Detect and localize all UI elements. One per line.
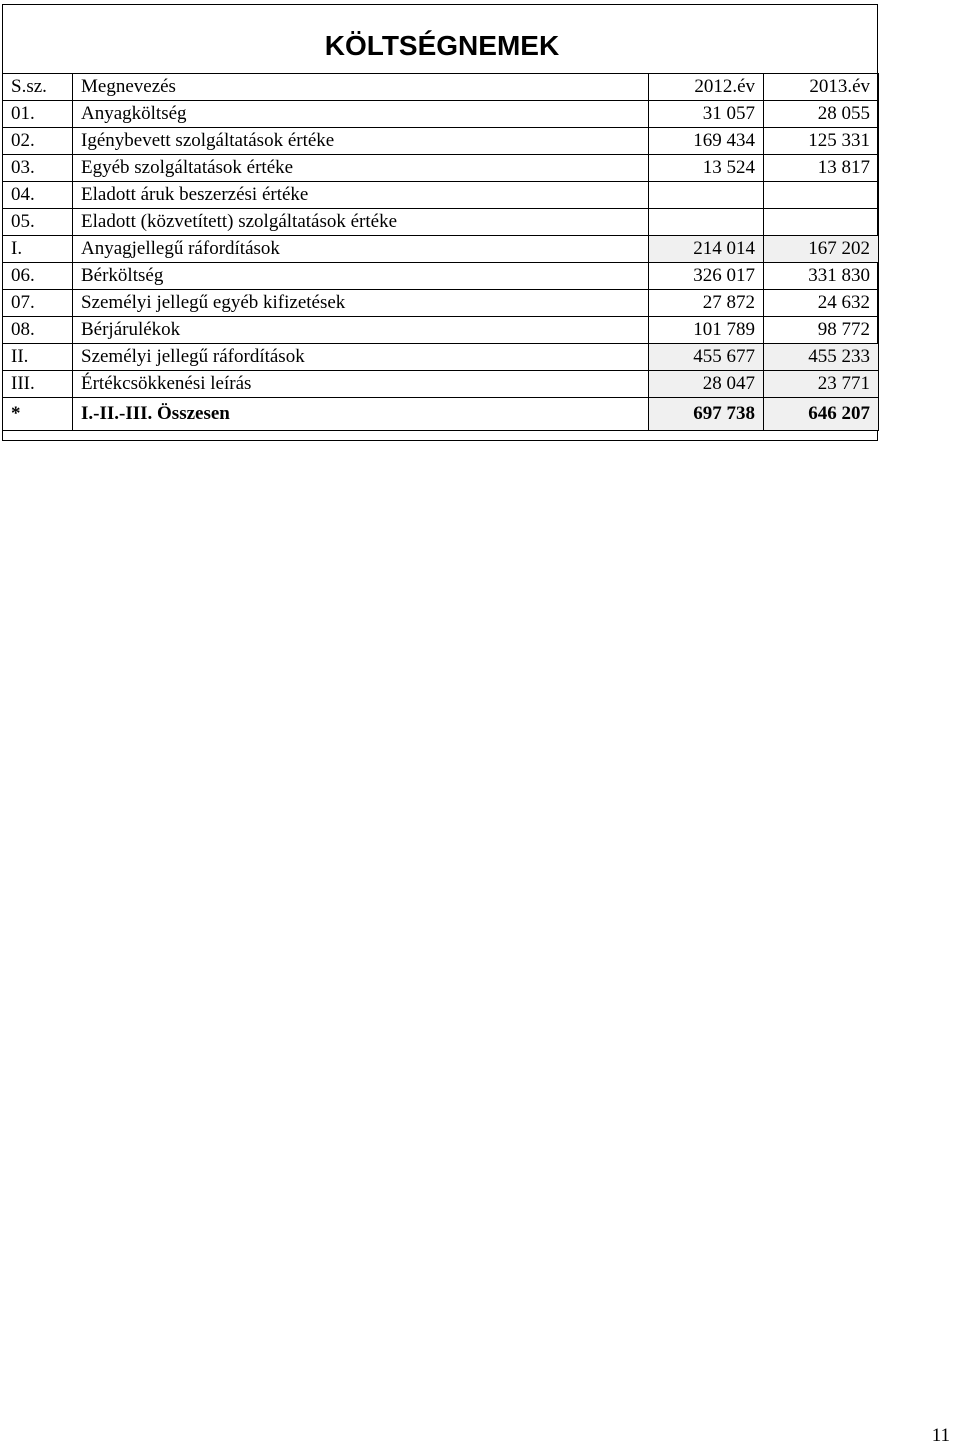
row-value-2012: 214 014 — [649, 236, 764, 263]
header-code: S.sz. — [3, 74, 73, 101]
row-code: 08. — [3, 317, 73, 344]
row-value-2012: 28 047 — [649, 371, 764, 398]
row-name: Igénybevett szolgáltatások értéke — [73, 128, 649, 155]
total-name: I.-II.-III. Összesen — [73, 398, 649, 431]
total-code: * — [3, 398, 73, 431]
row-code: I. — [3, 236, 73, 263]
row-value-2013: 24 632 — [764, 290, 879, 317]
row-value-2013: 28 055 — [764, 101, 879, 128]
row-value-2012: 326 017 — [649, 263, 764, 290]
row-code: III. — [3, 371, 73, 398]
row-name: Egyéb szolgáltatások értéke — [73, 155, 649, 182]
header-name: Megnevezés — [73, 74, 649, 101]
row-value-2013 — [764, 182, 879, 209]
table-row — [3, 263, 879, 290]
row-code: II. — [3, 344, 73, 371]
row-name: Eladott áruk beszerzési értéke — [73, 182, 649, 209]
row-code: 07. — [3, 290, 73, 317]
row-name: Eladott (közvetített) szolgáltatások értéke — [73, 209, 649, 236]
header-year-2012: 2012.év — [649, 74, 764, 101]
row-value-2013: 455 233 — [764, 344, 879, 371]
page-number: 11 — [931, 1425, 950, 1446]
table-row-subtotal — [3, 344, 879, 371]
row-value-2013: 23 771 — [764, 371, 879, 398]
table-row — [3, 155, 879, 182]
row-code: 06. — [3, 263, 73, 290]
row-value-2012: 101 789 — [649, 317, 764, 344]
page-title: KÖLTSÉGNEMEK — [324, 30, 560, 61]
table-row — [3, 317, 879, 344]
row-value-2013: 125 331 — [764, 128, 879, 155]
header-year-2013: 2013.év — [764, 74, 879, 101]
row-value-2013: 98 772 — [764, 317, 879, 344]
table-row-subtotal — [3, 371, 879, 398]
row-code: 03. — [3, 155, 73, 182]
row-value-2012: 13 524 — [649, 155, 764, 182]
row-name: Személyi jellegű ráfordítások — [73, 344, 649, 371]
row-value-2013: 331 830 — [764, 263, 879, 290]
cost-table — [2, 73, 879, 431]
row-value-2013: 13 817 — [764, 155, 879, 182]
row-value-2012: 169 434 — [649, 128, 764, 155]
row-value-2013: 167 202 — [764, 236, 879, 263]
row-value-2012 — [649, 209, 764, 236]
row-name: Anyagjellegű ráfordítások — [73, 236, 649, 263]
table-row — [3, 182, 879, 209]
row-name: Bérköltség — [73, 263, 649, 290]
row-value-2012: 27 872 — [649, 290, 764, 317]
table-row — [3, 128, 879, 155]
table-row — [3, 101, 879, 128]
table-row — [3, 290, 879, 317]
row-code: 02. — [3, 128, 73, 155]
row-value-2012: 455 677 — [649, 344, 764, 371]
table-row-subtotal — [3, 236, 879, 263]
row-name: Anyagköltség — [73, 101, 649, 128]
row-code: 01. — [3, 101, 73, 128]
row-name: Személyi jellegű egyéb kifizetések — [73, 290, 649, 317]
row-value-2013 — [764, 209, 879, 236]
row-code: 04. — [3, 182, 73, 209]
row-value-2012 — [649, 182, 764, 209]
total-value-2013: 646 207 — [764, 398, 879, 431]
row-value-2012: 31 057 — [649, 101, 764, 128]
table-row — [3, 209, 879, 236]
row-name: Értékcsökkenési leírás — [73, 371, 649, 398]
row-name: Bérjárulékok — [73, 317, 649, 344]
row-code: 05. — [3, 209, 73, 236]
table-header-row — [3, 74, 879, 101]
total-value-2012: 697 738 — [649, 398, 764, 431]
table-row-total — [3, 398, 879, 431]
